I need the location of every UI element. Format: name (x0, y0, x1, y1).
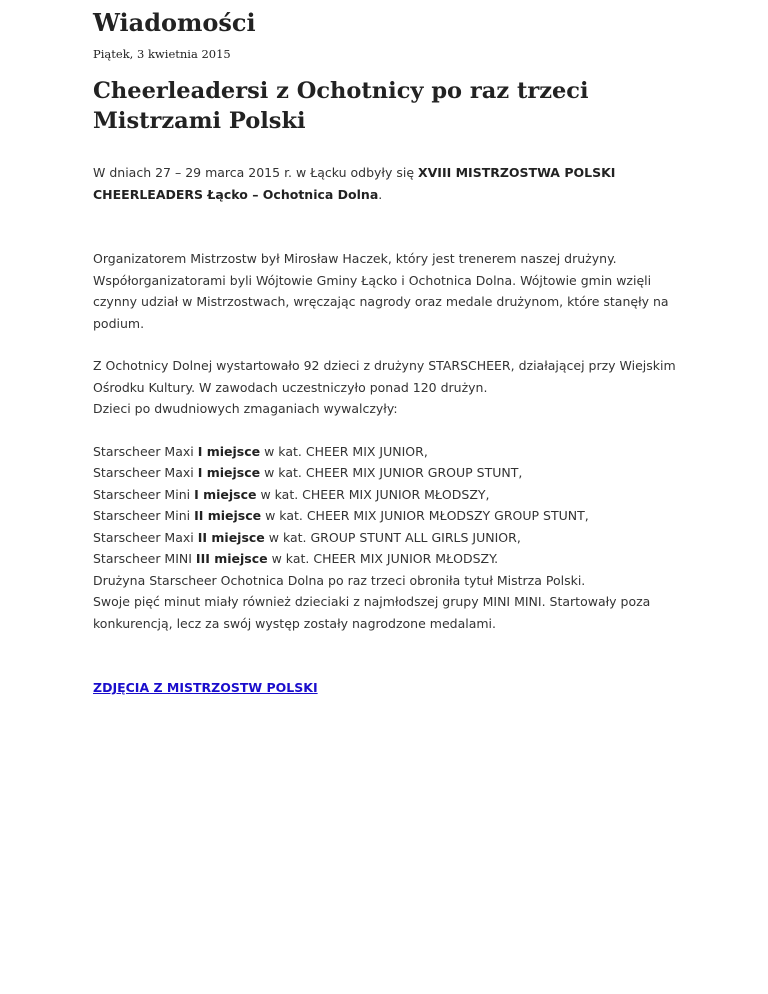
result-line (93, 551, 498, 566)
result-category: w kat. CHEER MIX JUNIOR MŁODSZY GROUP STUNT, (261, 508, 589, 523)
result-team: Starscheer Mini (93, 486, 195, 502)
result-place: II miejsce (194, 508, 262, 523)
result-category: w kat. GROUP STUNT ALL GIRLS JUNIOR, (264, 529, 521, 545)
results-paragraph (93, 441, 693, 635)
result-category: w kat. CHEER MIX JUNIOR GROUP STUNT, (260, 465, 523, 480)
result-category: w kat. CHEER MIX JUNIOR, (260, 443, 428, 459)
intro-paragraph (93, 162, 693, 205)
result-place: II miejsce (197, 529, 265, 545)
result-team: Starscheer Maxi (93, 529, 198, 545)
result-team: Starscheer Maxi (93, 465, 198, 480)
result-place: I miejsce (197, 465, 261, 480)
results-intro: Dzieci po dwudniowych zmaganiach wywalczyły: (93, 401, 398, 416)
result-place: I miejsce (194, 486, 257, 502)
photos-paragraph (93, 677, 693, 699)
result-category: w kat. CHEER MIX JUNIOR MŁODSZY, (256, 486, 490, 502)
championship-name: XVIII MISTRZOSTWA POLSKI CHEERLEADERS Łącko – Ochotnica Dolna (93, 165, 616, 202)
title-defended-text: Drużyna Starscheer Ochotnica Dolna po raz trzeci obroniła tytuł Mistrza Polski. (93, 572, 586, 588)
result-place: III miejsce (195, 551, 268, 566)
intro-text: W dniach 27 – 29 marca 2015 r. w Łącku odbyły się (93, 165, 418, 180)
participants-paragraph (93, 355, 693, 420)
article-body (93, 162, 693, 699)
result-line (93, 444, 428, 459)
result-line (93, 487, 490, 502)
mini-mini-text: Swoje pięć minut miały również dzieciaki z najmłodszej grupy MINI MINI. Startowały poza konkurencją, lecz za swój występ zostały nagrodzone medalami. (93, 594, 651, 631)
result-team: Starscheer Maxi (93, 443, 198, 459)
result-line (93, 508, 589, 523)
section-title: Wiadomości (93, 8, 256, 37)
result-place: I miejsce (197, 443, 261, 459)
organizers-paragraph: Organizatorem Mistrzostw był Mirosław Haczek, który jest trenerem naszej drużyny. Współorganizatorami byli Wójtowie Gminy Łącko i Ochotnica Dolna. Wójtowie gmin wzięli czynny udział w Mistrzostwach, wręczając nagrody oraz medale drużynom, które stanęły na podium. (93, 251, 669, 331)
article-headline: Cheerleadersi z Ochotnicy po raz trzeci Mistrzami Polski (93, 78, 589, 134)
result-team: Starscheer MINI (93, 551, 196, 566)
article-date: Piątek, 3 kwietnia 2015 (93, 47, 231, 61)
result-team: Starscheer Mini (93, 508, 195, 523)
result-category: w kat. CHEER MIX JUNIOR MŁODSZY. (267, 551, 499, 566)
news-page (93, 8, 693, 699)
result-line (93, 465, 522, 480)
intro-end: . (378, 186, 383, 202)
result-line (93, 530, 521, 545)
photos-link[interactable]: ZDJĘCIA Z MISTRZOSTW POLSKI (93, 680, 318, 695)
participants-text: Z Ochotnicy Dolnej wystartowało 92 dzieci z drużyny STARSCHEER, działającej przy Wiejskim Ośrodku Kultury. W zawodach uczestniczyło ponad 120 drużyn. (93, 358, 676, 395)
